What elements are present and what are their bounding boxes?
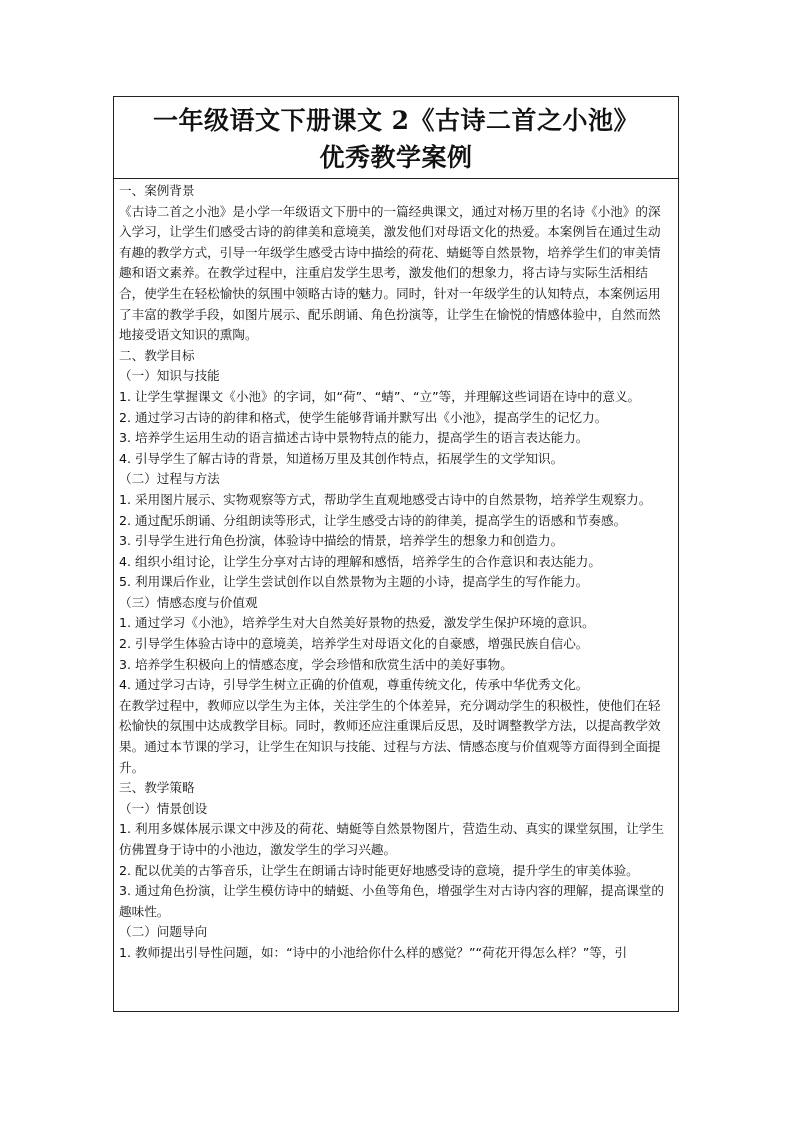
list-item: 3. 培养学生积极向上的情感态度，学会珍惜和欣赏生活中的美好事物。 — [119, 656, 513, 672]
document-title-line-2: 优秀教学案例 — [319, 143, 473, 172]
list-item: 2. 配以优美的古筝音乐，让学生在朗诵古诗时能更好地感受诗的意境，提升学生的审美体验。 — [119, 862, 639, 878]
section-heading-strategies: 三、教学策略 — [119, 780, 195, 796]
subheading-knowledge-skills: （一）知识与技能 — [119, 368, 220, 384]
list-item: 4. 通过学习古诗，引导学生树立正确的价值观，尊重传统文化，传承中华优秀文化。 — [119, 677, 589, 693]
document-table — [113, 96, 679, 1012]
list-item: 5. 利用课后作业，让学生尝试创作以自然景物为主题的小诗，提高学生的写作能力。 — [119, 574, 589, 590]
list-item: 3. 培养学生运用生动的语言描述古诗中景物特点的能力，提高学生的语言表达能力。 — [119, 430, 589, 446]
list-item: 4. 组织小组讨论，让学生分享对古诗的理解和感悟，培养学生的合作意识和表达能力。 — [119, 553, 601, 569]
subheading-scenario: （一）情景创设 — [119, 800, 208, 816]
document-body — [114, 179, 678, 964]
section-heading-background: 一、案例背景 — [119, 183, 195, 198]
list-item: 1. 让学生掌握课文《小池》的字词，如“荷”、“蜻”、“立”等，并理解这些词语在诗中的意义。 — [119, 388, 641, 404]
list-item: 3. 引导学生进行角色扮演，体验诗中描绘的情景，培养学生的想象力和创造力。 — [119, 533, 564, 549]
background-paragraph: 《古诗二首之小池》是小学一年级语文下册中的一篇经典课文，通过对杨万里的名诗《小池》的深入学习，让学生们感受古诗的韵律美和意境美，激发他们对母语文化的热爱。本案例旨在通过生动有趣的教学方式，引导一年级学生感受古诗中描绘的荷花、蜻蜓等自然景物，培养学生们的审美情趣和语文素养。在教学过程中，注重启发学生思考，激发他们的想象力，将古诗与实际生活相结合，使学生在轻松愉快的氛围中领略古诗的魅力。同时，针对一年级学生的认知特点，本案例运用了丰富的教学手段，如图片展示、配乐朗诵、角色扮演等，让学生在愉悦的情感体验中，自然而然地接受语文知识的熏陶。 — [119, 203, 661, 343]
subheading-values: （三）情感态度与价值观 — [119, 594, 258, 610]
document-title-line-1: 一年级语文下册课文 2《古诗二首之小池》 — [152, 106, 640, 135]
list-item: 1. 利用多媒体展示课文中涉及的荷花、蜻蜓等自然景物图片，营造生动、真实的课堂氛围，让学生仿佛置身于诗中的小池边，激发学生的学习兴趣。 — [119, 821, 664, 857]
list-item: 2. 通过学习古诗的韵律和格式，使学生能够背诵并默写出《小池》，提高学生的记忆力。 — [119, 409, 608, 425]
list-item: 3. 通过角色扮演，让学生模仿诗中的蜻蜓、小鱼等角色，增强学生对古诗内容的理解，提高课堂的趣味性。 — [119, 883, 664, 919]
list-item: 1. 通过学习《小池》，培养学生对大自然美好景物的热爱，激发学生保护环境的意识。 — [119, 615, 595, 631]
list-item: 4. 引导学生了解古诗的背景，知道杨万里及其创作特点，拓展学生的文学知识。 — [119, 450, 564, 466]
section-heading-goals: 二、教学目标 — [119, 347, 195, 363]
goals-summary-paragraph: 在教学过程中，教师应以学生为主体，关注学生的个体差异，充分调动学生的积极性，使他们在轻松愉快的氛围中达成教学目标。同时，教师还应注重课后反思，及时调整教学方法，以提高教学效果。通过本节课的学习，让学生在知识与技能、过程与方法、情感态度与价值观等方面得到全面提升。 — [119, 697, 661, 775]
list-item: 1. 采用图片展示、实物观察等方式，帮助学生直观地感受古诗中的自然景物，培养学生观察力。 — [119, 491, 652, 507]
subheading-question-guided: （二）问题导向 — [119, 924, 208, 940]
list-item: 1. 教师提出引导性问题，如：“诗中的小池给你什么样的感觉？”“荷花开得怎么样？”等，引 — [119, 944, 628, 960]
subheading-process-methods: （二）过程与方法 — [119, 471, 220, 487]
title-cell — [114, 97, 678, 179]
list-item: 2. 通过配乐朗诵、分组朗读等形式，让学生感受古诗的韵律美，提高学生的语感和节奏感。 — [119, 512, 627, 528]
list-item: 2. 引导学生体验古诗中的意境美，培养学生对母语文化的自豪感，增强民族自信心。 — [119, 636, 589, 652]
